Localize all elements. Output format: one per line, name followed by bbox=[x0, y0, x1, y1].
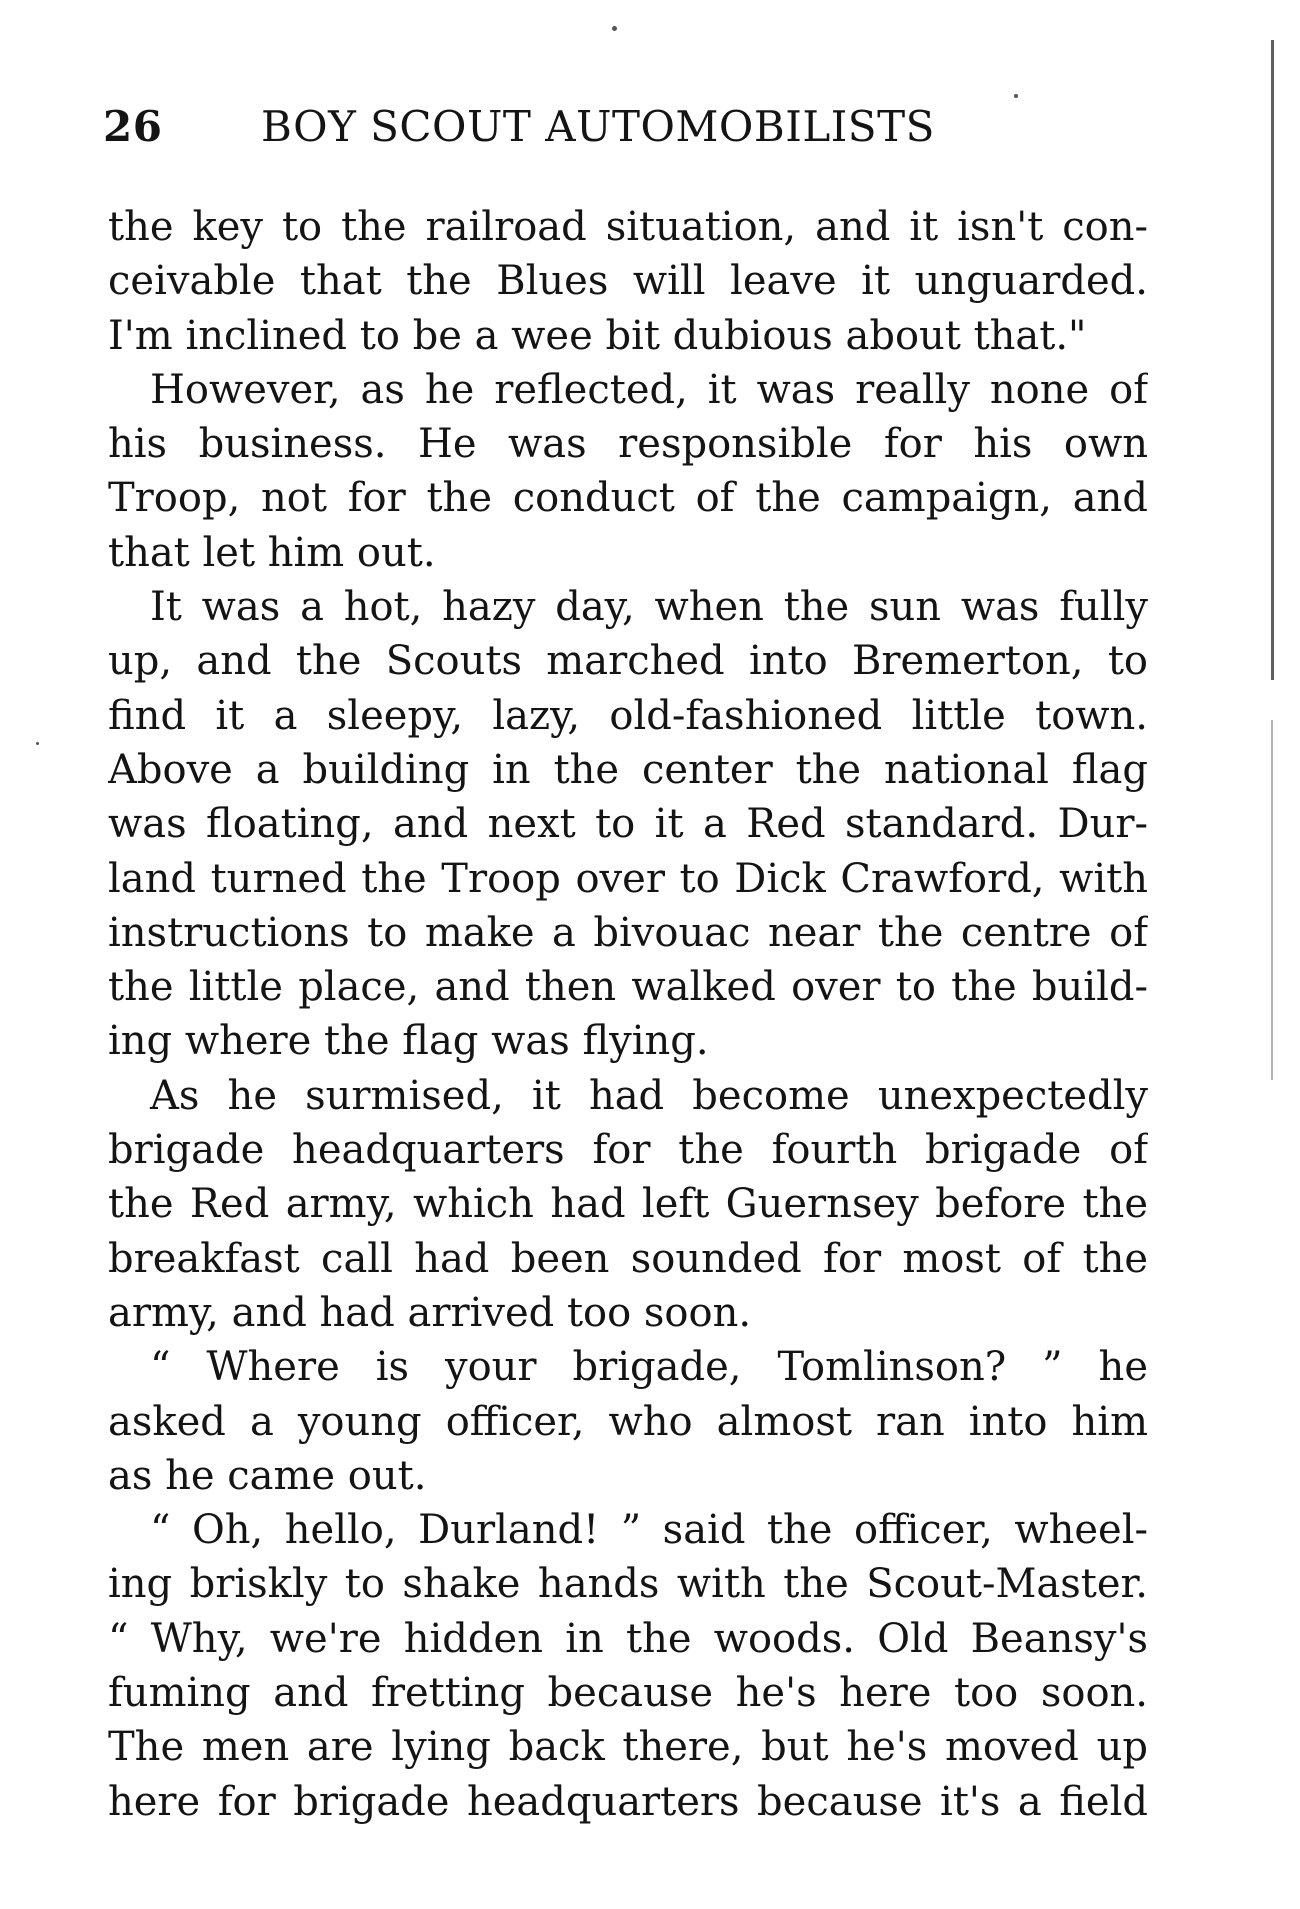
page-edge-shadow bbox=[1271, 40, 1274, 680]
running-title: BOY SCOUT AUTOMOBILISTS bbox=[261, 102, 935, 151]
text-line: up, and the Scouts marched into Bremerton, to bbox=[108, 638, 1148, 685]
text-line: the key to the railroad situation, and it isn't con- bbox=[108, 204, 1148, 250]
text-line: However, as he reflected, it was really none of bbox=[150, 366, 1148, 413]
text-line: I'm inclined to be a wee bit dubious about that." bbox=[108, 312, 1087, 359]
text-line: army, and had arrived too soon. bbox=[108, 1289, 752, 1336]
text-line: the Red army, which had left Guernsey before the bbox=[108, 1181, 1148, 1228]
text-line: ceivable that the Blues will leave it unguarded. bbox=[108, 258, 1148, 305]
text-line: as he came out. bbox=[108, 1452, 427, 1499]
text-line: his business. He was responsible for his own bbox=[108, 421, 1148, 468]
text-line: The men are lying back there, but he's moved up bbox=[108, 1724, 1148, 1771]
print-speck bbox=[612, 26, 617, 31]
text-line: “ Why, we're hidden in the woods. Old Beansy's bbox=[108, 1615, 1148, 1662]
running-header bbox=[103, 102, 1063, 158]
text-line: that let him out. bbox=[108, 529, 436, 576]
text-line: fuming and fretting because he's here too soon. bbox=[108, 1670, 1148, 1717]
page-number: 26 bbox=[103, 102, 163, 151]
text-line: was floating, and next to it a Red standard. Dur- bbox=[108, 801, 1148, 848]
text-line: “ Where is your brigade, Tomlinson? ” he bbox=[150, 1344, 1148, 1391]
text-line: As he surmised, it had become unexpectedly bbox=[150, 1072, 1148, 1119]
text-line: ing where the flag was flying. bbox=[108, 1018, 709, 1065]
text-line: asked a young officer, who almost ran into him bbox=[108, 1398, 1148, 1445]
text-line: breakfast call had been sounded for most of the bbox=[108, 1235, 1148, 1282]
text-line: Above a building in the center the national flag bbox=[108, 746, 1148, 793]
text-line: land turned the Troop over to Dick Crawford, with bbox=[108, 855, 1148, 902]
print-speck bbox=[36, 742, 39, 745]
page-edge-shadow-lower bbox=[1271, 720, 1273, 1080]
text-line: the little place, and then walked over to the build- bbox=[108, 964, 1148, 1011]
text-line: Troop, not for the conduct of the campaign, and bbox=[108, 475, 1148, 522]
text-line: instructions to make a bivouac near the centre of bbox=[108, 909, 1148, 956]
text-line: ing briskly to shake hands with the Scout-Master. bbox=[108, 1561, 1148, 1608]
text-line: brigade headquarters for the fourth brigade of bbox=[108, 1127, 1148, 1174]
text-line: find it a sleepy, lazy, old-fashioned little town. bbox=[108, 692, 1148, 739]
text-line: “ Oh, hello, Durland! ” said the officer, wheel- bbox=[150, 1507, 1148, 1554]
body-text bbox=[108, 200, 1148, 1829]
print-speck bbox=[1014, 94, 1018, 98]
text-line: here for brigade headquarters because it's a field bbox=[108, 1778, 1148, 1825]
text-line: It was a hot, hazy day, when the sun was fully bbox=[150, 584, 1148, 631]
